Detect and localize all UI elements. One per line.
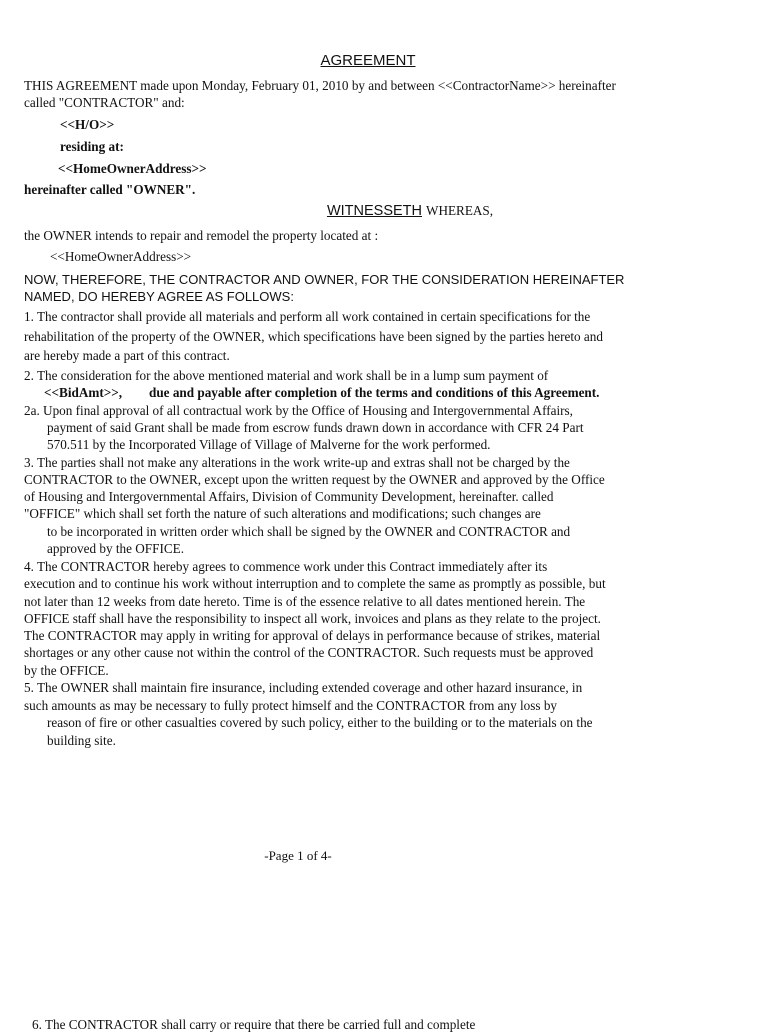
clause-5-line: reason of fire or other casualties covered by such policy, either to the building or to the materials on the bbox=[47, 715, 593, 730]
clause-2-due-text: due and payable after completion of the terms and conditions of this Agreement. bbox=[149, 385, 600, 400]
clause-4-line: by the OFFICE. bbox=[24, 663, 109, 678]
now-therefore-line-2: NAMED, DO HEREBY AGREE AS FOLLOWS: bbox=[24, 289, 294, 304]
whereas-word: WHEREAS, bbox=[426, 203, 494, 218]
document-title: AGREEMENT bbox=[320, 52, 416, 69]
clause-3-line: to be incorporated in written order which shall be signed by the OWNER and CONTRACTOR and bbox=[47, 524, 571, 539]
clause-4-line: execution and to continue his work without interruption and to complete the same as promptly as possible, but bbox=[24, 576, 606, 591]
witnesseth-word: WITNESSETH bbox=[326, 203, 422, 219]
clause-3-line: "OFFICE" which shall set forth the nature of such alterations and modifications; such changes are bbox=[24, 506, 541, 521]
clause-4-line: OFFICE staff shall have the responsibility to inspect all work, invoices and plans as they relate to the project. bbox=[24, 611, 601, 626]
clause-2a-line: payment of said Grant shall be made from escrow funds drawn down in accordance with CFR 24 Part bbox=[47, 420, 584, 435]
clause-3-line: of Housing and Intergovernmental Affairs, Division of Community Development, hereinafter. called bbox=[24, 489, 554, 504]
address-placeholder: <<HomeOwnerAddress>> bbox=[58, 161, 207, 176]
clause-3-line: CONTRACTOR to the OWNER, except upon the written request by the OWNER and approved by the Office bbox=[24, 472, 605, 487]
intro-line-2: called "CONTRACTOR" and: bbox=[24, 95, 185, 110]
owner-called: hereinafter called "OWNER". bbox=[24, 182, 196, 197]
homeowner-placeholder: <<H/O>> bbox=[60, 117, 115, 132]
residing-label: residing at: bbox=[60, 139, 124, 154]
clause-4-line: shortages or any other cause not within the control of the CONTRACTOR. Such requests must be approved bbox=[24, 645, 594, 660]
clause-4-line: not later than 12 weeks from date hereto. Time is of the essence relative to all dates mentioned herein. The bbox=[24, 594, 586, 609]
owner-intends-line: the OWNER intends to repair and remodel the property located at : bbox=[24, 228, 379, 243]
clause-2a-line: 2a. Upon final approval of all contractual work by the Office of Housing and Intergovernmental Affairs, bbox=[24, 403, 573, 418]
witnesseth-heading bbox=[0, 202, 768, 220]
clause-5-line: 5. The OWNER shall maintain fire insurance, including extended coverage and other hazard insurance, in bbox=[24, 680, 583, 695]
clause-4-line: The CONTRACTOR may apply in writing for approval of delays in performance because of strikes, material bbox=[24, 628, 601, 643]
clause-5-line: building site. bbox=[47, 733, 116, 748]
clause-3-line: 3. The parties shall not make any alterations in the work write-up and extras shall not be charged by the bbox=[24, 455, 570, 470]
clause-4-line: 4. The CONTRACTOR hereby agrees to commence work under this Contract immediately after its bbox=[24, 559, 548, 574]
clause-6-partial-line: 6. The CONTRACTOR shall carry or require that there be carried full and complete bbox=[32, 1017, 476, 1032]
clause-5-line: such amounts as may be necessary to fully protect himself and the CONTRACTOR from any loss by bbox=[24, 698, 558, 713]
clause-2-line: 2. The consideration for the above mentioned material and work shall be in a lump sum payment of bbox=[24, 368, 549, 383]
clause-1-line: 1. The contractor shall provide all materials and perform all work contained in certain specifications for the bbox=[24, 309, 591, 324]
clause-2a-line: 570.511 by the Incorporated Village of Village of Malverne for the work performed. bbox=[47, 437, 491, 452]
clause-3-line: approved by the OFFICE. bbox=[47, 541, 184, 556]
bid-amount-placeholder: <<BidAmt>>, bbox=[44, 385, 123, 400]
now-therefore-line-1: NOW, THEREFORE, THE CONTRACTOR AND OWNER, FOR THE CONSIDERATION HEREINAFTER bbox=[24, 272, 625, 287]
page-footer: -Page 1 of 4- bbox=[264, 848, 332, 863]
clause-1-line: are hereby made a part of this contract. bbox=[24, 348, 230, 363]
intro-line-1: THIS AGREEMENT made upon Monday, February 01, 2010 by and between <<ContractorName>> hereinafter bbox=[24, 78, 616, 93]
property-address-placeholder: <<HomeOwnerAddress>> bbox=[50, 249, 192, 264]
clause-1-line: rehabilitation of the property of the OWNER, which specifications have been signed by the parties hereto and bbox=[24, 329, 603, 344]
